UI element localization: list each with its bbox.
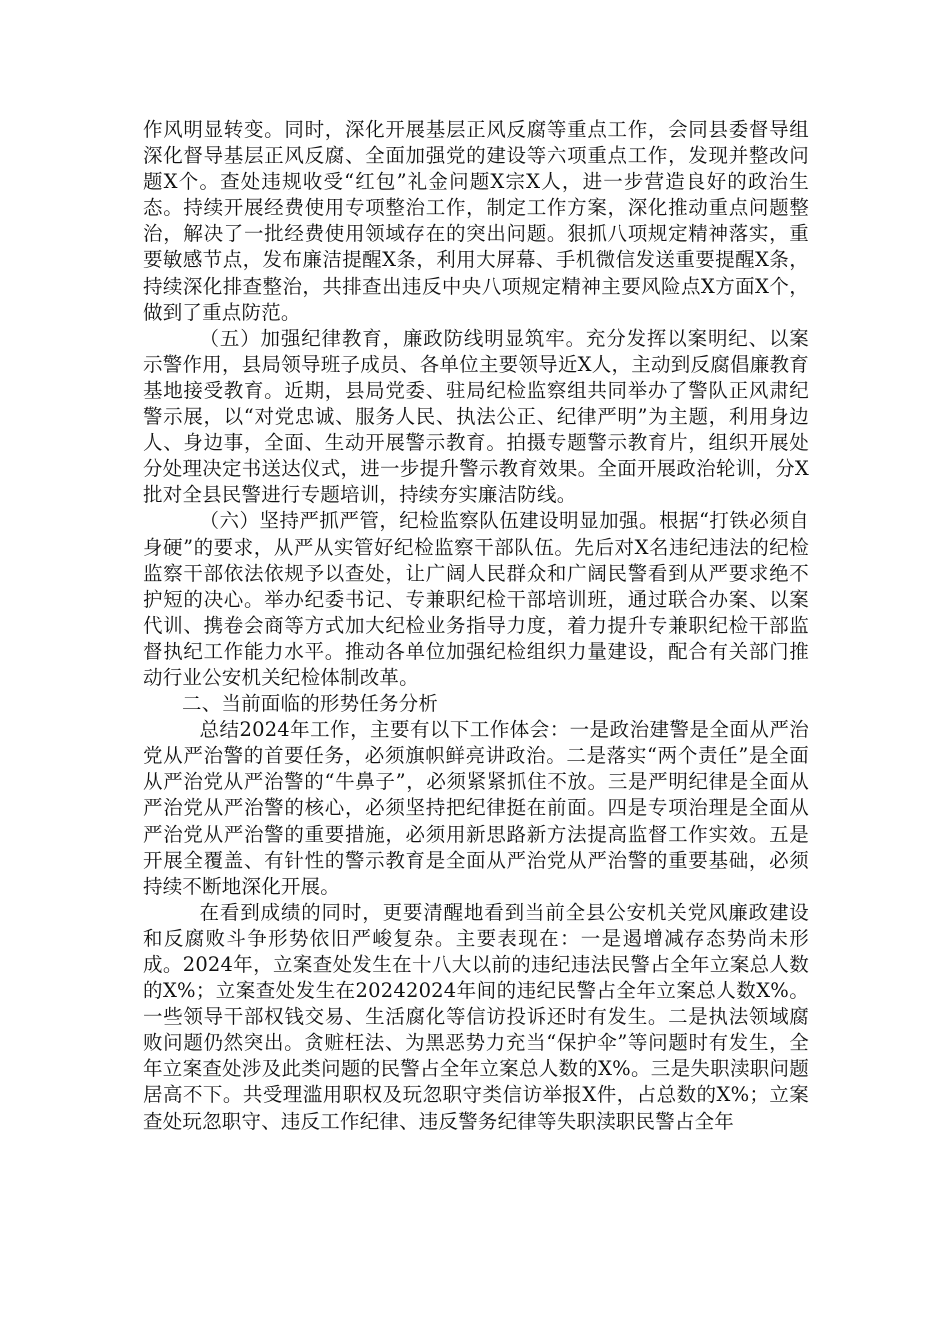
paragraph-situation: 在看到成绩的同时，更要清醒地看到当前全县公安机关党风廉政建设和反腐败斗争形势依旧严峻复杂。主要表现在：一是遏增减存态势尚未形成。2024年，立案查处发生在十八大以前的违纪违法民警占全年立案总人数的X%；立案查处发生在20242024年间的违纪民警占全年立案总人数X%。一些领导干部权钱交易、生活腐化等信访投诉还时有发生。二是执法领域腐败问题仍然突出。贪赃枉法、为黑恶势力充当“保护伞”等问题时有发生，全年立案查处涉及此类问题的民警占全年立案总人数的X%。三是失职渎职问题居高不下。共受理滥用职权及玩忽职守类信访举报X件，占总数的X%；立案查处玩忽职守、违反工作纪律、违反警务纪律等失职渎职民警占全年 [143, 900, 809, 1133]
paragraph-section-5: （五）加强纪律教育，廉政防线明显筑牢。充分发挥以案明纪、以案示警作用，县局领导班子成员、各单位主要领导近X人，主动到反腐倡廉教育基地接受教育。近期，县局党委、驻局纪检监察组共同举办了警队正风肃纪警示展，以“对党忠诚、服务人民、执法公正、纪律严明”为主题，利用身边人、身边事，全面、生动开展警示教育。拍摄专题警示教育片，组织开展处分处理决定书送达仪式，进一步提升警示教育效果。全面开展政治轮训，分X批对全县民警进行专题培训，持续夯实廉洁防线。 [143, 326, 809, 507]
paragraph-section-6: （六）坚持严抓严管，纪检监察队伍建设明显加强。根据“打铁必须自身硬”的要求，从严从实管好纪检监察干部队伍。先后对X名违纪违法的纪检监察干部依法依规予以查处，让广阔人民群众和广阔民警看到从严要求绝不护短的决心。举办纪委书记、专兼职纪检干部培训班，通过联合办案、以案代训、携卷会商等方式加大纪检业务指导力度，着力提升专兼职纪检干部监督执纪工作能力水平。推动各单位加强纪检组织力量建设，配合有关部门推动行业公安机关纪检体制改革。 [143, 509, 809, 689]
paragraph-summary: 总结2024年工作，主要有以下工作体会：一是政治建警是全面从严治党从严治警的首要任务，必须旗帜鲜亮讲政治。二是落实“两个责任”是全面从严治党从严治警的“牛鼻子”，必须紧紧抓住不放。三是严明纪律是全面从严治党从严治警的核心，必须坚持把纪律挺在前面。四是专项治理是全面从严治党从严治警的重要措施，必须用新思路新方法提高监督工作实效。五是开展全覆盖、有针性的警示教育是全面从严治党从严治警的重要基础，必须持续不断地深化开展。 [143, 718, 809, 898]
document-body [143, 117, 809, 1135]
section-heading-situation: 二、当前面临的形势任务分析 [182, 692, 439, 716]
paragraph-continued: 作风明显转变。同时，深化开展基层正风反腐等重点工作，会同县委督导组深化督导基层正风反腐、全面加强党的建设等六项重点工作，发现并整改问题X个。查处违规收受“红包”礼金问题X宗X人，进一步营造良好的政治生态。持续开展经费使用专项整治工作，制定工作方案，深化推动重点问题整治，解决了一批经费使用领域存在的突出问题。狠抓八项规定精神落实，重要敏感节点，发布廉洁提醒X条，利用大屏幕、手机微信发送重要提醒X条，持续深化排查整治，共排查出违反中央八项规定精神主要风险点X方面X个，做到了重点防范。 [143, 118, 809, 324]
